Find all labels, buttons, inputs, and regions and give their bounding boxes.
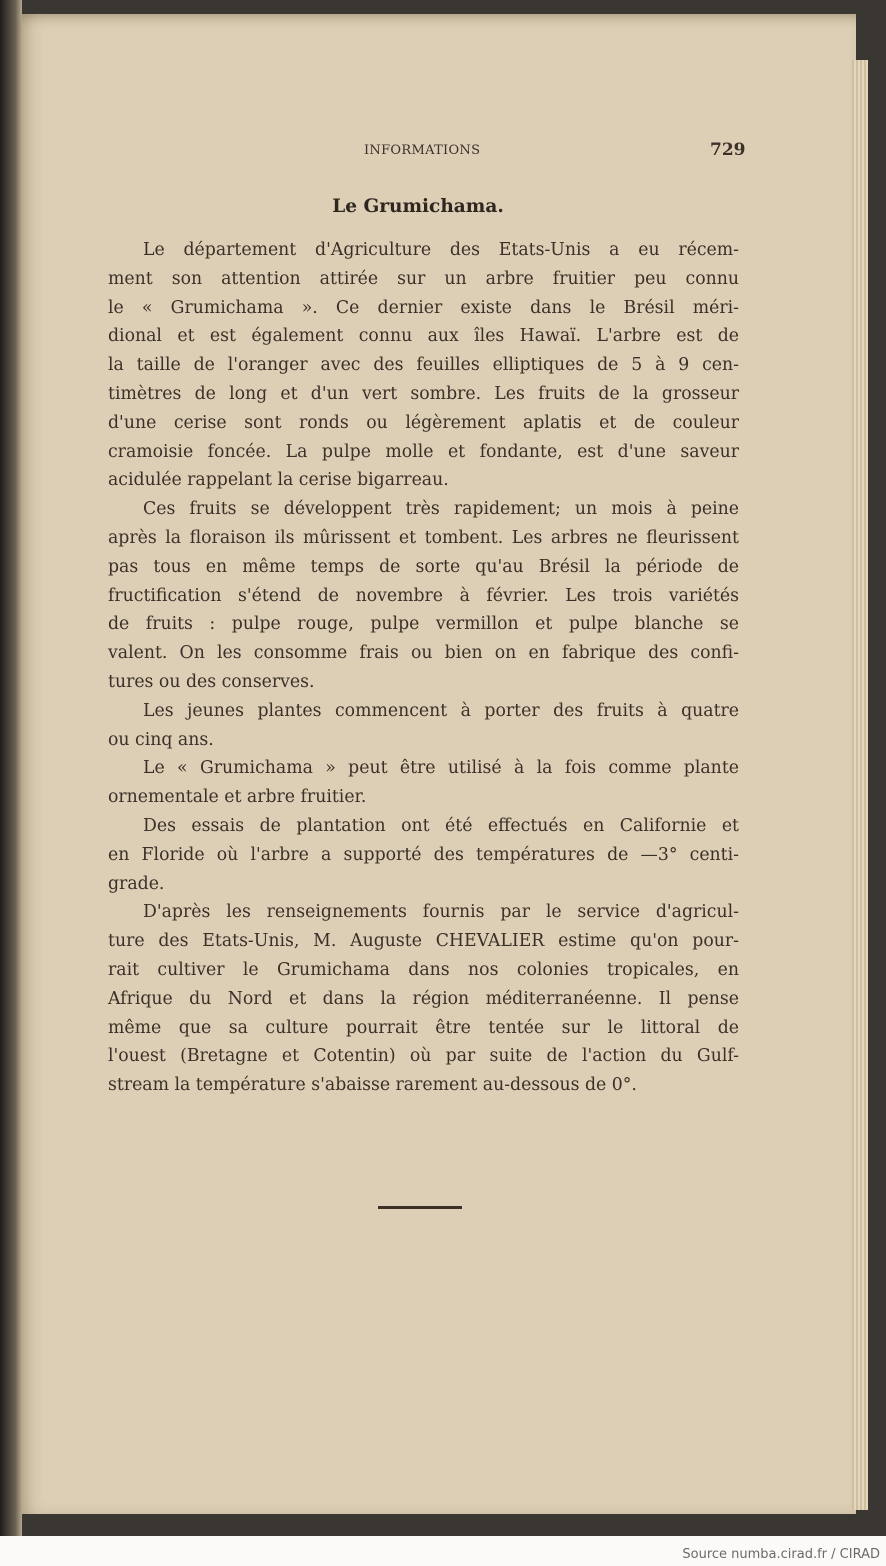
text-line: en Floride où l'arbre a supporté des températures de —3° centi- [108,844,739,865]
text-line: D'après les renseignements fournis par le service d'agricul- [143,902,739,923]
text-line: le « Grumichama ». Ce dernier existe dans le Brésil méri- [108,297,739,318]
text-line: acidulée rappelant la cerise bigarreau. [108,470,449,491]
text-line: Le « Grumichama » peut être utilisé à la fois comme plante [143,758,739,779]
text-line: stream la température s'abaisse rarement au-dessous de 0°. [108,1075,637,1096]
text-line: cramoisie foncée. La pulpe molle et fondante, est d'une saveur [108,441,739,462]
text-line: Des essais de plantation ont été effectués en Californie et [143,815,739,836]
text-line: de fruits : pulpe rouge, pulpe vermillon et pulpe blanche se [108,614,739,635]
running-title: INFORMATIONS [364,143,481,158]
text-line: ou cinq ans. [108,729,214,750]
source-credit: Source numba.cirad.fr / CIRAD [682,1547,880,1562]
text-line: grade. [108,873,165,894]
page-number: 729 [710,140,746,160]
text-line: ture des Etats-Unis, M. Auguste CHEVALIER estime qu'on pour- [108,931,739,952]
paragraph [108,495,739,697]
paragraph [108,754,739,812]
text-line: Ces fruits se développent très rapidement; un mois à peine [143,499,739,520]
text-line: rait cultiver le Grumichama dans nos colonies tropicales, en [108,959,739,980]
book-spine-shadow [0,0,22,1536]
text-line: tures ou des conserves. [108,671,315,692]
text-line: même que sa culture pourrait être tentée sur le littoral de [108,1017,739,1038]
text-line: Les jeunes plantes commencent à porter des fruits à quatre [143,700,739,721]
text-line: après la floraison ils mûrissent et tombent. Les arbres ne fleurissent [108,527,739,548]
text-line: pas tous en même temps de sorte qu'au Brésil la période de [108,556,739,577]
text-line: dional et est également connu aux îles Hawaï. L'arbre est de [108,326,739,347]
text-line: l'ouest (Bretagne et Cotentin) où par suite de l'action du Gulf- [108,1046,739,1067]
text-line: timètres de long et d'un vert sombre. Les fruits de la grosseur [108,383,739,404]
text-line: Le département d'Agriculture des Etats-Unis a eu récem- [143,240,739,260]
paragraph [108,697,739,755]
text-line: valent. On les consomme frais ou bien on en fabrique des confi- [108,643,739,664]
paragraph [108,898,739,1100]
text-line: d'une cerise sont ronds ou légèrement aplatis et de couleur [108,412,739,433]
text-line: ornementale et arbre fruitier. [108,787,367,808]
paragraph [108,236,739,495]
page-edges [852,60,868,1510]
text-line: ment son attention attirée sur un arbre fruitier peu connu [108,268,739,289]
article-body [108,236,739,1100]
text-line: la taille de l'oranger avec des feuilles elliptiques de 5 à 9 cen- [108,355,739,376]
text-line: Afrique du Nord et dans la région méditerranéenne. Il pense [108,988,739,1009]
article-title: Le Grumichama. [332,196,504,217]
text-line: fructification s'étend de novembre à février. Les trois variétés [108,585,739,606]
paragraph [108,812,739,898]
end-rule [378,1206,462,1209]
